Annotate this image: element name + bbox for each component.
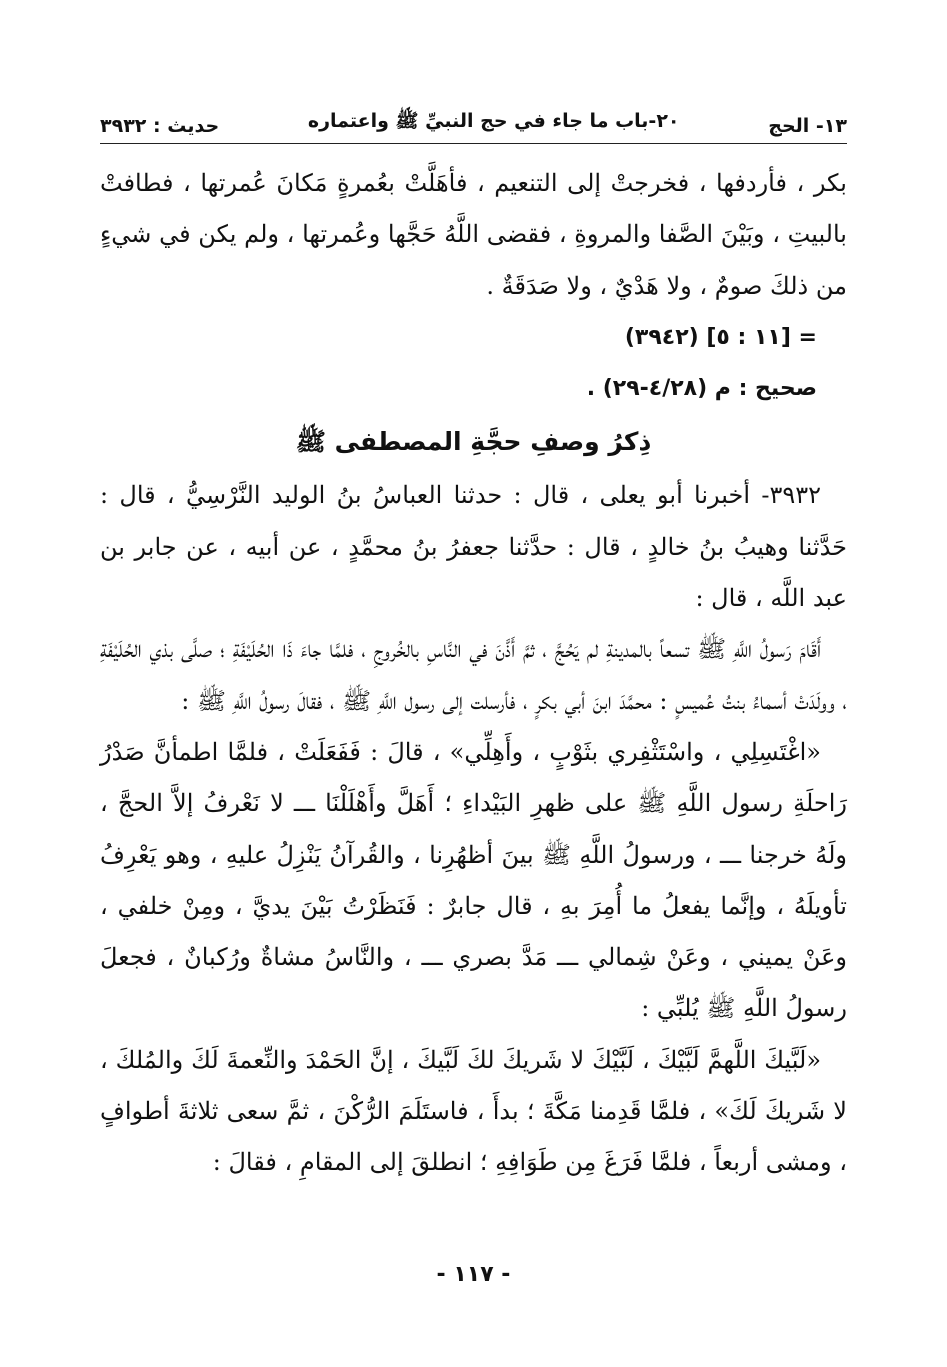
paragraph-continuation: بكر ، فأردفها ، فخرجتْ إلى التنعيم ، فأهَلَّتْ بعُمرةٍ مَكانَ عُمرتها ، فطافتْ بالبيتِ ، وبَيْنَ الصَّفا والمروةِ ، فقضى اللَّهُ حَجَّها وعُمرتها ، ولم يكن في شيءٍ من ذلكَ صومٌ ، ولا هَدْيٌ ، ولا صَدَقَةٌ .: [100, 169, 847, 300]
page-number: - ١١٧ -: [436, 1262, 511, 1287]
hadith-reference: حديث : ٣٩٣٢: [100, 115, 220, 137]
section-title: ٢٠-باب ما جاء في حج النبيِّ ﷺ واعتماره: [307, 110, 680, 132]
running-head: [100, 100, 847, 144]
section-heading: ذِكرُ وصفِ حجَّةِ المصطفى ﷺ: [295, 427, 652, 457]
hadith-isnad: ٣٩٣٢- أخبرنا أبو يعلى ، قال : حدثنا العباسُ بنُ الوليد النَّرْسِيُّ ، قال : حَدَّثنا وهيبُ بنُ خالدٍ ، قال : حدَّثنا جعفرُ بنُ محمَّدٍ ، عن أبيه ، عن جابر بن عبد اللَّه ، قال :: [100, 481, 848, 613]
hadith-text-paragraph-2: «اغْتَسِلِي ، واسْتَثْفِري بثَوْبٍ ، وأَهِلِّي» ، قالَ : فَفَعَلَتْ ، فلمَّا اطمأنَّ صَدْرُ رَاحلَةِ رسول اللَّهِ ﷺ على ظهرِ البَيْداءِ ؛ أَهَلَّ وأَهْلَلْنَا ـــ لا نَعْرفُ إلاَّ الحجَّ ، ولَهُ خرجنا ـــ ، ورسولُ اللَّهِ ﷺ بينَ أظهُرِنا ، والقُرآنُ يَنْزِلُ عليهِ ، وهو يَعْرِفُ تأويلَهُ ، وإنَّما يفعلُ ما أُمِرَ بهِ ، قال جابرٌ : فَنَظَرْتُ بَيْنَ يديَّ ، ومِنْ خلفي ، وعَنْ يميني ، وعَنْ شِمالي ـــ مَدَّ بصري ـــ ، والنَّاسُ مشاةٌ ورُكبانٌ ، فجعلَ رسولُ اللَّهِ ﷺ يُلبِّي :: [100, 737, 847, 1023]
grading-note: صحيح : م (٤/٢٨-٢٩) .: [586, 376, 817, 402]
hadith-text-paragraph-1: أَقَامَ رَسولُ اللَّهِ ﷺ تسعاً بالمدينةِ لم يَحُجَّ ، ثمَّ أَذَّنَ في النَّاسِ بالخُروجِ ، فلمَّا جاءَ ذَا الحُلَيْفَةِ ؛ صلَّى بذي الحُلَيْفَةِ ، وولَدَتْ أسماءُ بنتُ عُميسٍ : محمَّدَ ابنَ أبي بكرٍ ، فأرسلت إلى رسول اللَّهِ ﷺ ، فقالَ رسولُ اللَّهِ ﷺ :: [100, 635, 847, 715]
chapter-title: ١٣- الحج: [768, 115, 847, 137]
hadith-text-paragraph-3: «لَبَّيكَ اللَّهمَّ لَبَّيْكَ ، لَبَّيْكَ لا شَريكَ لكَ لَبَّيكَ ، إنَّ الحَمْدَ والنِّعمةَ لَكَ والمُلكَ ، لا شَريكَ لَكَ» ، فلمَّا قَدِمنا مَكَّةَ ؛ بدأَ ، فاستَلَمَ الرُّكْنَ ، ثمَّ سعى ثلاثةَ أطوافٍ ، ومشى أربعاً ، فلمَّا فَرَغَ مِن طَوَافِهِ ؛ انطلقَ إلى المقامِ ، فقالَ :: [100, 1045, 847, 1177]
body-text: [100, 158, 847, 1189]
cross-reference: = [١١ : ٥] (٣٩٤٢): [624, 324, 817, 350]
